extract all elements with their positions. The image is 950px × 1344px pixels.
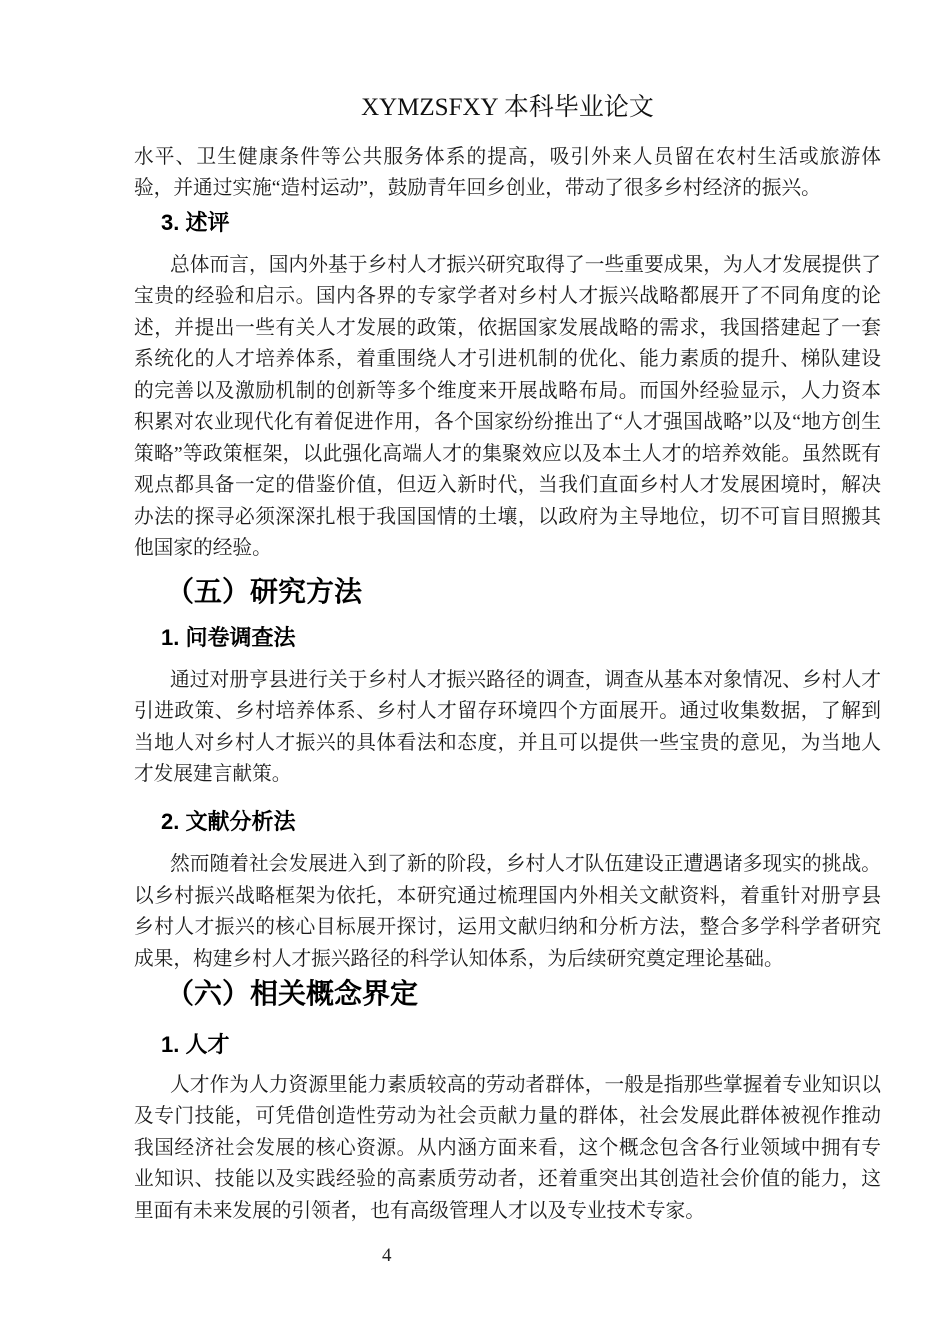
document-content	[134, 0, 881, 1227]
subheading-talent: 1. 人才	[161, 1032, 230, 1057]
section-heading-concept-definition: （六）相关概念界定	[166, 978, 419, 1009]
page-number: 4	[382, 1245, 392, 1266]
section-heading-research-methods: （五）研究方法	[166, 576, 363, 607]
subheading-review: 3. 述评	[161, 210, 230, 235]
header-title: XYMZSFXY 本科毕业论文	[361, 94, 654, 121]
subheading-questionnaire-method: 1. 问卷调查法	[161, 625, 296, 650]
paragraph-questionnaire-method: 通过对册亨县进行关于乡村人才振兴路径的调查，调查从基本对象情况、乡村人才引进政策、乡村培养体系、乡村人才留存环境四个方面展开。通过收集数据，了解到当地人对乡村人才振兴的具体看法和态度，并且可以提供一些宝贵的意见，为当地人才发展建言献策。	[134, 668, 881, 785]
paragraph-literature-analysis: 然而随着社会发展进入到了新的阶段，乡村人才队伍建设正遭遇诸多现实的挑战。以乡村振兴战略框架为依托，本研究通过梳理国内外相关文献资料，着重针对册亨县乡村人才振兴的核心目标展开探讨，运用文献归纳和分析方法，整合多学科学者研究成果，构建乡村人才振兴路径的科学认知体系，为后续研究奠定理论基础。	[134, 853, 881, 970]
subheading-literature-analysis-method: 2. 文献分析法	[161, 809, 296, 834]
paragraph-review-summary: 总体而言，国内外基于乡村人才振兴研究取得了一些重要成果，为人才发展提供了宝贵的经验和启示。国内各界的专家学者对乡村人才振兴战略都展开了不同角度的论述，并提出一些有关人才发展的政策，依据国家发展战略的需求，我国搭建起了一套系统化的人才培养体系，着重围绕人才引进机制的优化、能力素质的提升、梯队建设的完善以及激励机制的创新等多个维度来开展战略布局。而国外经验显示，人力资本积累对农业现代化有着促进作用，各个国家纷纷推出了“人才强国战略”以及“地方创生策略”等政策框架，以此强化高端人才的集聚效应以及本土人才的培养效能。虽然既有观点都具备一定的借鉴价值，但迈入新时代，当我们直面乡村人才发展困境时，解决办法的探寻必须深深扎根于我国国情的土壤，以政府为主导地位，切不可盲目照搬其他国家的经验。	[134, 253, 881, 559]
paragraph-continued-from-previous-page: 水平、卫生健康条件等公共服务体系的提高，吸引外来人员留在农村生活或旅游体验，并通过实施“造村运动”，鼓励青年回乡创业，带动了很多乡村经济的振兴。	[134, 145, 881, 199]
paragraph-talent-definition: 人才作为人力资源里能力素质较高的劳动者群体，一般是指那些掌握着专业知识以及专门技能，可凭借创造性劳动为社会贡献力量的群体，社会发展此群体被视作推动我国经济社会发展的核心资源。从内涵方面来看，这个概念包含各行业领域中拥有专业知识、技能以及实践经验的高素质劳动者，还着重突出其创造社会价值的能力，这里面有未来发展的引领者，也有高级管理人才以及专业技术专家。	[134, 1073, 881, 1222]
